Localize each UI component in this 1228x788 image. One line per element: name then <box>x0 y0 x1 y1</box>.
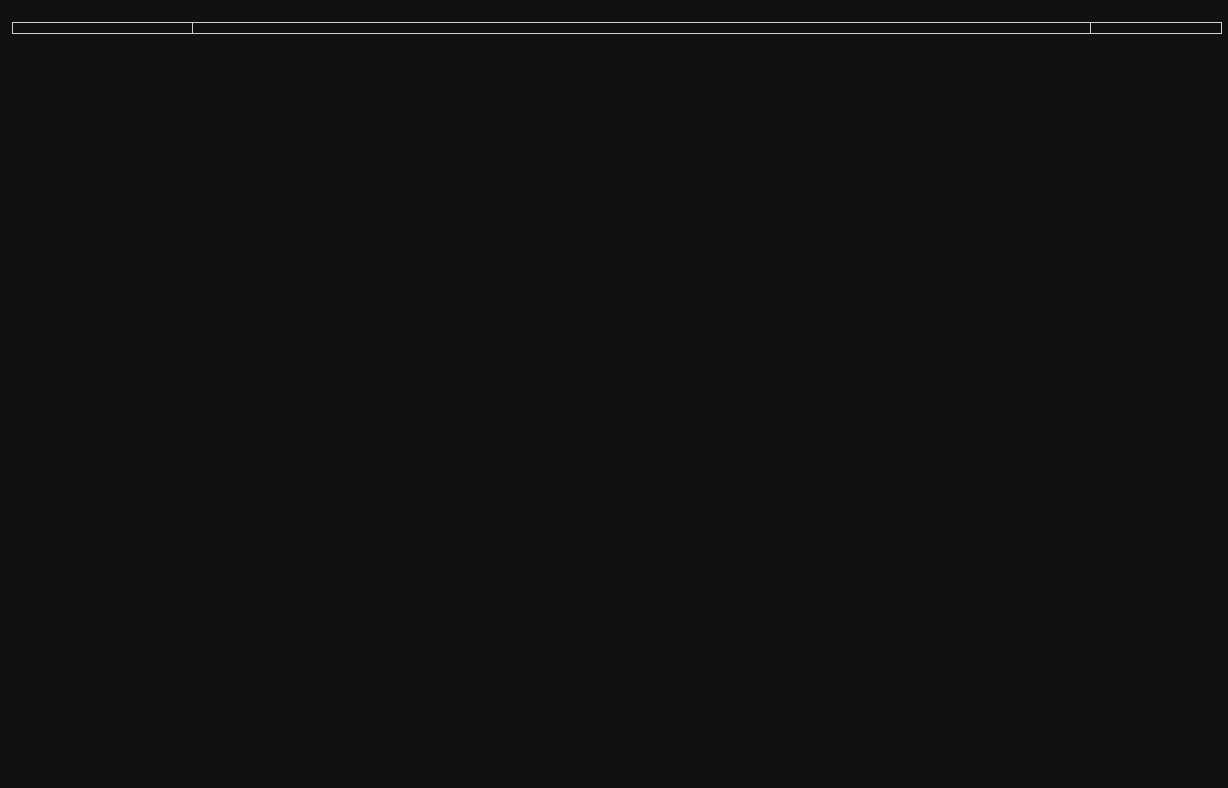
header-status <box>193 23 1091 34</box>
participants-table <box>12 22 1222 34</box>
table-header-row <box>13 23 1222 34</box>
header-kills <box>1091 23 1222 34</box>
chat-message-content <box>0 0 1228 34</box>
header-name <box>13 23 193 34</box>
